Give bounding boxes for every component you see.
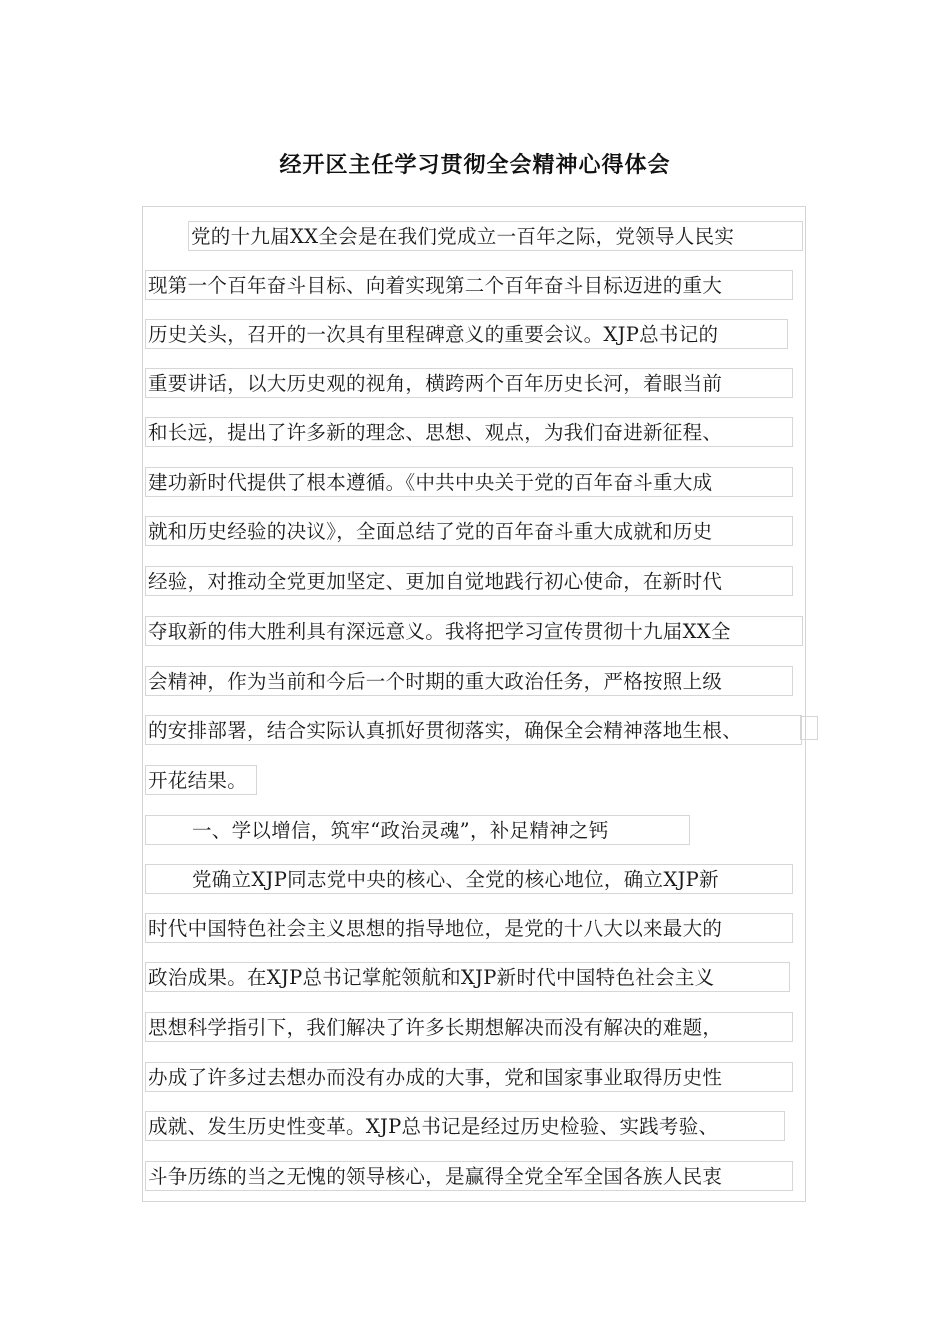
text-line: 建功新时代提供了根本遵循。《中共中央关于党的百年奋斗重大成 [145, 467, 793, 497]
text-line: 思想科学指引下，我们解决了许多长期想解决而没有解决的难题， [145, 1012, 793, 1042]
text-line: 历史关头，召开的一次具有里程碑意义的重要会议。XJP总书记的 [145, 319, 788, 349]
text-line: 就和历史经验的决议》，全面总结了党的百年奋斗重大成就和历史 [145, 516, 793, 546]
text-line: 和长远，提出了许多新的理念、思想、观点，为我们奋进新征程、 [145, 417, 793, 447]
text-line: 重要讲话，以大历史观的视角，横跨两个百年历史长河，着眼当前 [145, 368, 793, 398]
text-line: 斗争历练的当之无愧的领导核心，是赢得全党全军全国各族人民衷 [145, 1161, 793, 1191]
text-line: 党确立XJP同志党中央的核心、全党的核心地位，确立XJP新 [145, 864, 793, 894]
text-line: 现第一个百年奋斗目标、向着实现第二个百年奋斗目标迈进的重大 [145, 270, 793, 300]
text-line: 一、学以增信，筑牢“政治灵魂”，补足精神之钙 [145, 815, 690, 845]
text-line: 经验，对推动全党更加坚定、更加自觉地践行初心使命，在新时代 [145, 566, 793, 596]
text-line: 时代中国特色社会主义思想的指导地位，是党的十八大以来最大的 [145, 913, 793, 943]
text-line: 办成了许多过去想办而没有办成的大事，党和国家事业取得历史性 [145, 1062, 793, 1092]
text-frame-marker [800, 716, 818, 740]
document-title: 经开区主任学习贯彻全会精神心得体会 [279, 153, 671, 178]
text-line: 夺取新的伟大胜利具有深远意义。我将把学习宣传贯彻十九届XX全 [145, 616, 803, 646]
text-line: 的安排部署，结合实际认真抓好贯彻落实，确保全会精神落地生根、 [145, 715, 802, 745]
text-line: 会精神，作为当前和今后一个时期的重大政治任务，严格按照上级 [145, 666, 793, 696]
text-line: 党的十九届XX全会是在我们党成立一百年之际，党领导人民实 [188, 221, 803, 251]
text-line: 成就、发生历史性变革。XJP总书记是经过历史检验、实践考验、 [145, 1111, 785, 1141]
text-line: 政治成果。在XJP总书记掌舵领航和XJP新时代中国特色社会主义 [145, 962, 790, 992]
content-frame [142, 206, 806, 1202]
text-line: 开花结果。 [145, 765, 257, 795]
